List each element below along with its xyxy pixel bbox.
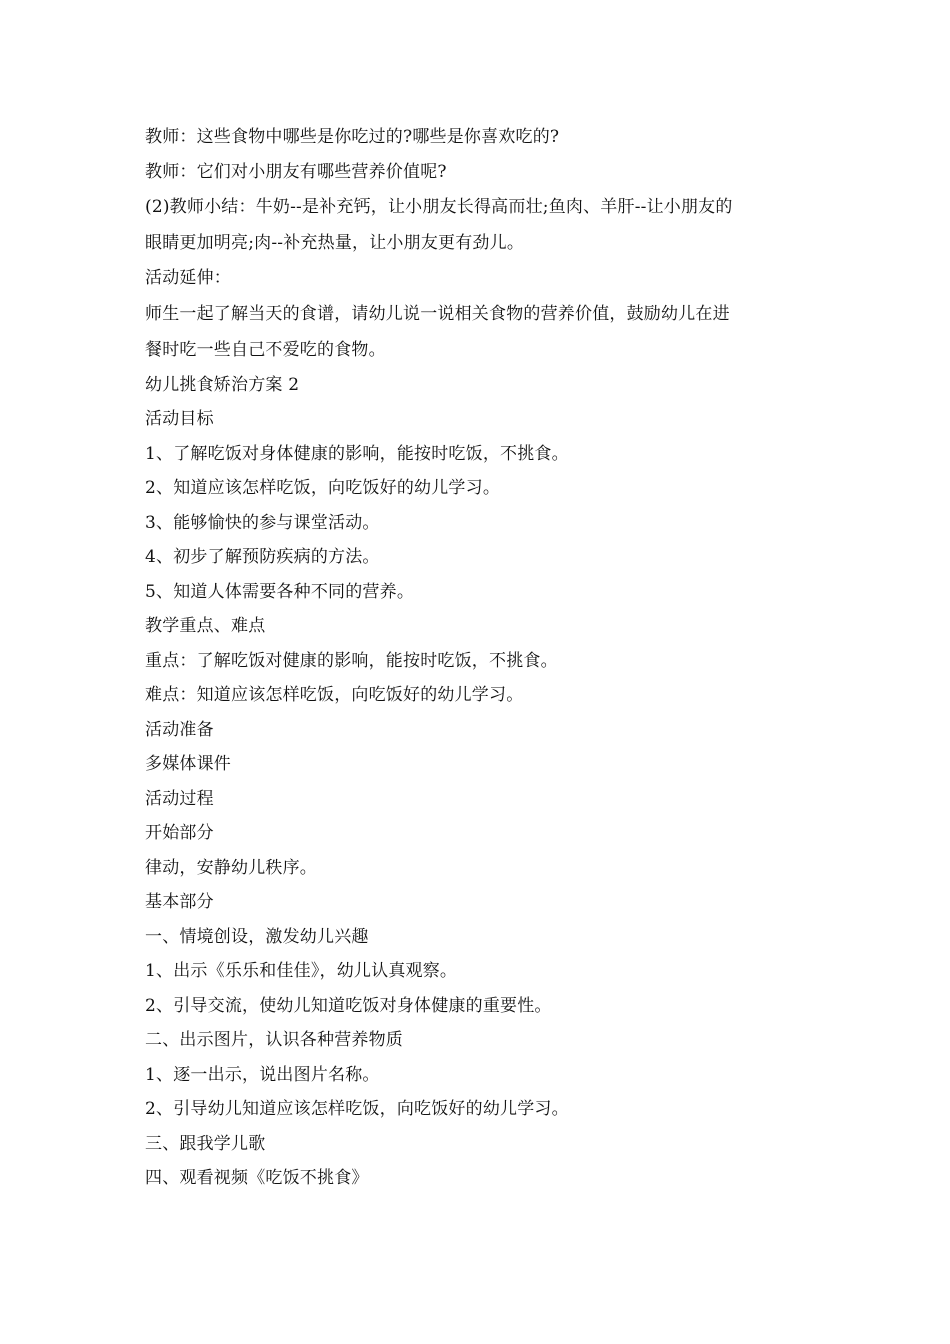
document-title: 幼儿挑食矫治方案 2 bbox=[145, 374, 300, 395]
list-item: 重点：了解吃饭对健康的影响，能按时吃饭，不挑食。 bbox=[145, 650, 558, 671]
text-line: 多媒体课件 bbox=[145, 754, 231, 774]
paragraph-line: (2)教师小结：牛奶--是补充钙，让小朋友长得高而壮;鱼肉、羊肝--让小朋友的 bbox=[145, 197, 733, 217]
list-item: 难点：知道应该怎样吃饭，向吃饭好的幼儿学习。 bbox=[145, 685, 524, 705]
list-item: 3、能够愉快的参与课堂活动。 bbox=[145, 512, 380, 533]
section-heading: 活动延伸： bbox=[145, 268, 231, 288]
paragraph-line: 餐时吃一些自己不爱吃的食物。 bbox=[145, 339, 386, 360]
dialogue-line: 教师：这些食物中哪些是你吃过的?哪些是你喜欢吃的? bbox=[145, 127, 560, 147]
section-heading: 教学重点、难点 bbox=[145, 616, 266, 636]
list-item: 2、知道应该怎样吃饭，向吃饭好的幼儿学习。 bbox=[145, 478, 501, 498]
list-item: 4、初步了解预防疾病的方法。 bbox=[145, 547, 380, 567]
section-heading: 基本部分 bbox=[145, 892, 214, 912]
section-heading: 开始部分 bbox=[145, 823, 214, 843]
list-item: 5、知道人体需要各种不同的营养。 bbox=[145, 581, 415, 602]
paragraph-line: 眼睛更加明亮;肉--补充热量，让小朋友更有劲儿。 bbox=[145, 233, 525, 253]
section-heading: 活动过程 bbox=[145, 788, 214, 809]
list-item: 1、逐一出示，说出图片名称。 bbox=[145, 1064, 380, 1085]
subsection-heading: 二、出示图片，认识各种营养物质 bbox=[145, 1030, 403, 1050]
list-item: 2、引导幼儿知道应该怎样吃饭，向吃饭好的幼儿学习。 bbox=[145, 1099, 569, 1119]
document-body bbox=[145, 120, 810, 1196]
section-heading: 活动准备 bbox=[145, 719, 214, 740]
list-item: 2、引导交流，使幼儿知道吃饭对身体健康的重要性。 bbox=[145, 995, 552, 1016]
subsection-heading: 一、情境创设，激发幼儿兴趣 bbox=[145, 926, 369, 947]
subsection-heading: 三、跟我学儿歌 bbox=[145, 1133, 266, 1154]
paragraph-line: 师生一起了解当天的食谱，请幼儿说一说相关食物的营养价值，鼓励幼儿在进 bbox=[145, 303, 730, 324]
text-line: 律动，安静幼儿秩序。 bbox=[145, 857, 317, 878]
dialogue-line: 教师：它们对小朋友有哪些营养价值呢? bbox=[145, 161, 447, 182]
list-item: 1、了解吃饭对身体健康的影响，能按时吃饭，不挑食。 bbox=[145, 443, 569, 464]
section-heading: 活动目标 bbox=[145, 409, 214, 429]
list-item: 1、出示《乐乐和佳佳》，幼儿认真观察。 bbox=[145, 961, 458, 981]
subsection-heading: 四、观看视频《吃饭不挑食》 bbox=[145, 1168, 369, 1188]
